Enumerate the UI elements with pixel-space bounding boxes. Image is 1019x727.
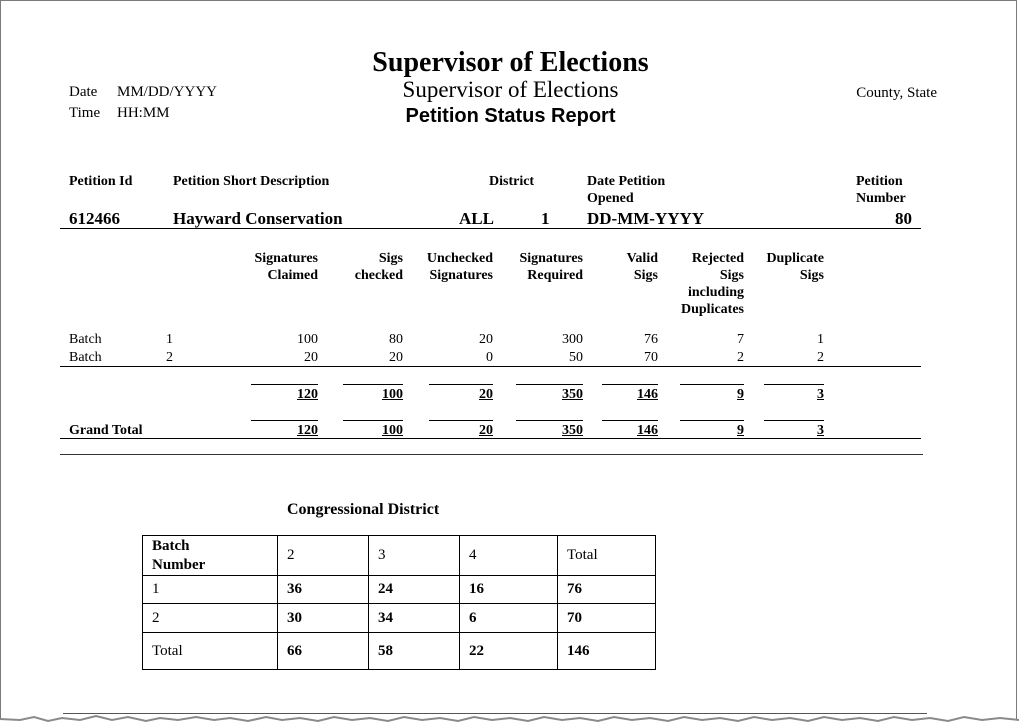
col-header-line: including: [687, 285, 744, 300]
grand-total-rule: [516, 420, 583, 421]
subtotal-rule: [343, 384, 403, 385]
table-cell: 30: [278, 604, 369, 633]
col-header-line: Rejected: [691, 251, 744, 266]
table-cell: 2: [143, 604, 278, 633]
table-cell: 76: [558, 576, 656, 604]
table-cell: 24: [369, 576, 460, 604]
grand-total-rule: [343, 420, 403, 421]
district-header: District: [489, 174, 535, 189]
table-row: [143, 633, 656, 670]
batch-label: Batch: [69, 350, 102, 365]
col-header-line: Claimed: [267, 268, 318, 283]
col-header-line: Sigs: [719, 268, 744, 283]
subtotal-value: 350: [562, 387, 583, 402]
col-header-line: Sigs: [799, 268, 824, 283]
batch-label: Batch: [69, 332, 102, 347]
table-row: [143, 576, 656, 604]
batch-value: 76: [644, 332, 658, 347]
grand-total-value: 100: [382, 423, 403, 438]
col-header-line: Signatures: [519, 251, 583, 266]
date-opened-header-line2: Opened: [587, 191, 634, 206]
table-cell: 34: [369, 604, 460, 633]
table-cell: 146: [558, 633, 656, 670]
subtotal-value: 20: [479, 387, 493, 402]
col-header-duplicate-sigs: [751, 250, 824, 284]
congressional-title: Congressional District: [287, 501, 440, 518]
batch-value: 70: [644, 350, 658, 365]
batch-value: 2: [817, 350, 824, 365]
col-header-line: Valid: [626, 251, 658, 266]
petition-number-header-line2: Number: [856, 191, 906, 206]
petition-description: Hayward Conservation: [173, 209, 343, 228]
col-header-line: Unchecked: [426, 251, 493, 266]
county-state: County, State: [856, 85, 937, 101]
grand-total-value: 120: [297, 423, 318, 438]
date-label: Date: [69, 84, 98, 100]
petition-number: 80: [895, 209, 912, 228]
table-header-row: [143, 536, 656, 576]
col-header-line: checked: [354, 268, 403, 283]
district-2-header: 2: [278, 536, 369, 576]
batch-value: 100: [297, 332, 318, 347]
col-header-unchecked-signatures: [411, 250, 493, 284]
grand-total-value: 350: [562, 423, 583, 438]
grand-total-value: 146: [637, 423, 658, 438]
table-cell: 16: [460, 576, 558, 604]
subtotal-value: 3: [817, 387, 824, 402]
col-header-line: Signatures: [429, 268, 493, 283]
grand-total-rule: [429, 420, 493, 421]
table-cell: 66: [278, 633, 369, 670]
subtotal-value: 100: [382, 387, 403, 402]
grand-total-label: Grand Total: [69, 423, 143, 438]
batch-value: 300: [562, 332, 583, 347]
batch-value: 50: [569, 350, 583, 365]
table-cell: Total: [143, 633, 278, 670]
batches-divider: [60, 366, 921, 367]
subtotal-rule: [764, 384, 824, 385]
col-header-line: Sigs: [633, 268, 658, 283]
petition-id-header: Petition Id: [69, 174, 133, 189]
report-title: Supervisor of Elections: [372, 47, 649, 78]
grand-total-rule: [680, 420, 744, 421]
col-header-line: Signatures: [254, 251, 318, 266]
grand-total-rule: [764, 420, 824, 421]
grand-total-rule: [251, 420, 318, 421]
subtotal-value: 120: [297, 387, 318, 402]
grand-total-value: 20: [479, 423, 493, 438]
congressional-table: [142, 535, 656, 670]
table-row: [143, 604, 656, 633]
batch-value: 7: [737, 332, 744, 347]
date-opened-header-line1: Date Petition: [587, 174, 666, 189]
grand-total-rule: [602, 420, 658, 421]
date-opened: DD-MM-YYYY: [587, 209, 705, 228]
district-name: ALL: [459, 209, 494, 228]
batch-value: 80: [389, 332, 403, 347]
table-cell: 36: [278, 576, 369, 604]
subtotal-rule: [429, 384, 493, 385]
table-cell: 58: [369, 633, 460, 670]
torn-edge: [0, 708, 1019, 727]
date-opened-header: [587, 173, 665, 207]
col-header-line: Required: [527, 268, 583, 283]
batch-number: 2: [166, 350, 173, 365]
subtotal-rule: [516, 384, 583, 385]
petition-number-header: [856, 173, 906, 207]
batch-number: 1: [166, 332, 173, 347]
batch-value: 2: [737, 350, 744, 365]
batch-value: 20: [304, 350, 318, 365]
petition-number-header-line1: Petition: [856, 174, 903, 189]
date-value: MM/DD/YYYY: [117, 84, 218, 100]
batch-value: 20: [389, 350, 403, 365]
batch-value: 0: [486, 350, 493, 365]
subtotal-rule: [602, 384, 658, 385]
time-label: Time: [69, 105, 101, 121]
subtotal-value: 146: [637, 387, 658, 402]
col-header-signatures-required: [501, 250, 583, 284]
col-header-rejected-sigs: [666, 250, 744, 318]
subtotal-rule: [251, 384, 318, 385]
col-header-line: Duplicates: [681, 302, 744, 317]
subtotal-value: 9: [737, 387, 744, 402]
petition-description-header: Petition Short Description: [173, 174, 330, 189]
report-name: Petition Status Report: [405, 105, 616, 127]
col-header-line: Sigs: [378, 251, 403, 266]
col-header-signatures-claimed: [231, 250, 318, 284]
district-3-header: 3: [369, 536, 460, 576]
table-cell: 1: [143, 576, 278, 604]
col-header-valid-sigs: [591, 250, 658, 284]
grand-total-value: 3: [817, 423, 824, 438]
subtotal-rule: [680, 384, 744, 385]
table-cell: 70: [558, 604, 656, 633]
batch-value: 20: [479, 332, 493, 347]
report-subtitle: Supervisor of Elections: [402, 77, 619, 102]
time-value: HH:MM: [117, 105, 170, 121]
district-number: 1: [541, 209, 550, 228]
table-cell: 6: [460, 604, 558, 633]
grand-total-divider: [60, 438, 921, 439]
table-cell: 22: [460, 633, 558, 670]
petition-divider: [60, 228, 921, 229]
batch-number-header: Batch Number: [143, 536, 278, 576]
grand-total-value: 9: [737, 423, 744, 438]
petition-id: 612466: [69, 209, 120, 228]
col-header-sigs-checked: [331, 250, 403, 284]
col-header-line: Duplicate: [766, 251, 824, 266]
total-header: Total: [558, 536, 656, 576]
district-4-header: 4: [460, 536, 558, 576]
batch-value: 1: [817, 332, 824, 347]
section-divider: [60, 454, 923, 455]
